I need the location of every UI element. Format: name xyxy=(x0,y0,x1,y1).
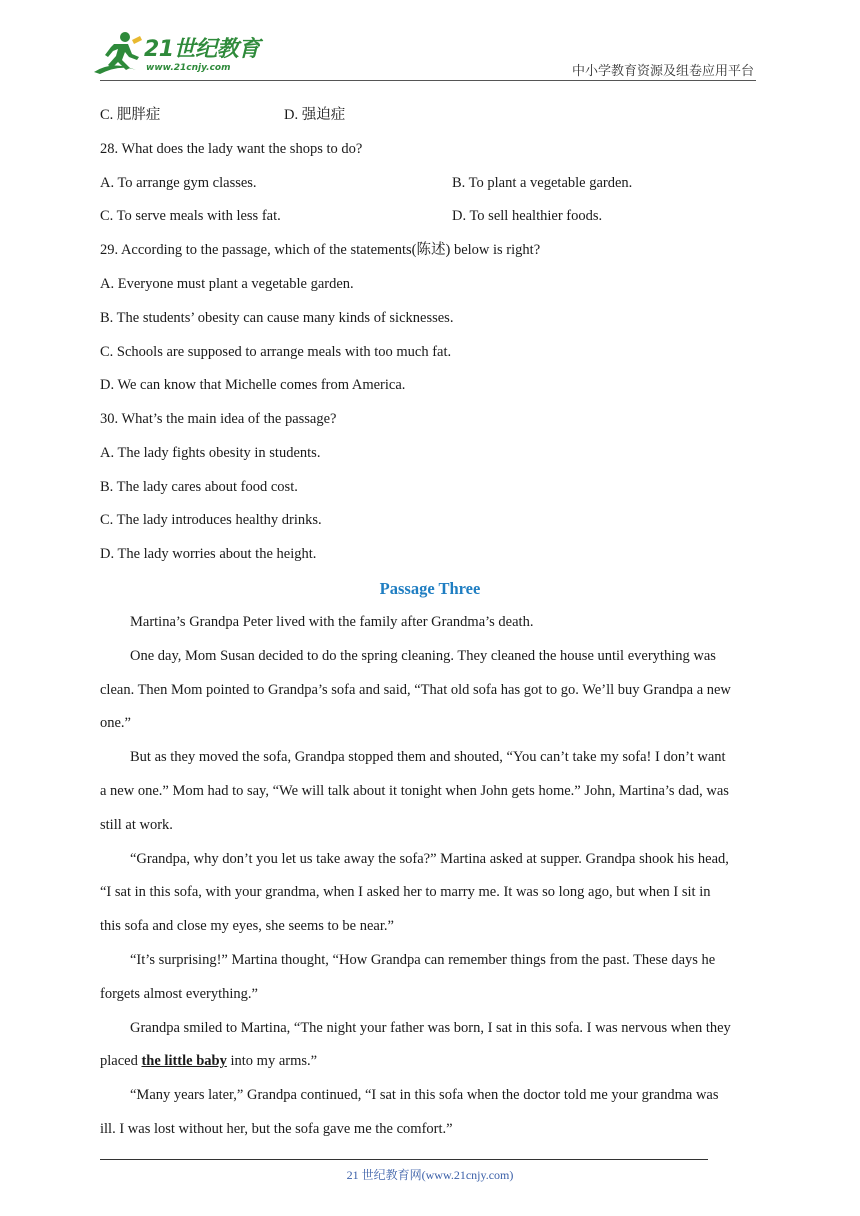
passage-line: forgets almost everything.” xyxy=(100,986,258,1002)
passage-line: “Grandpa, why don’t you let us take away the sofa?” Martina asked at supper. Grandpa shook his head, xyxy=(130,851,729,867)
q29-option-c: C. Schools are supposed to arrange meals with too much fat. xyxy=(100,344,452,360)
passage-line: But as they moved the sofa, Grandpa stopped them and shouted, “You can’t take my sofa! I don’t want xyxy=(130,749,726,765)
question-30: 30. What’s the main idea of the passage? xyxy=(100,411,337,427)
q30-option-c: C. The lady introduces healthy drinks. xyxy=(100,512,322,528)
platform-name: 中小学教育资源及组卷应用平台 xyxy=(571,63,754,78)
runner-logo-icon xyxy=(92,30,148,76)
site-logo xyxy=(92,30,262,80)
question-28: 28. What does the lady want the shops to do? xyxy=(100,141,363,157)
placed-suffix: into my arms.” xyxy=(226,1053,318,1069)
q30-option-b: B. The lady cares about food cost. xyxy=(100,479,298,495)
underlined-phrase: the little baby xyxy=(141,1053,227,1069)
logo-text: 21世纪教育 xyxy=(144,37,260,62)
passage-line: One day, Mom Susan decided to do the spring cleaning. They cleaned the house until everything was xyxy=(130,648,716,664)
passage-line: still at work. xyxy=(100,817,173,833)
passage-line: “I sat in this sofa, with your grandma, when I asked her to marry me. It was so long ago, but when I sit in xyxy=(100,884,711,900)
passage-line-placed xyxy=(100,1052,317,1070)
q30-option-d: D. The lady worries about the height. xyxy=(100,546,317,562)
q30-option-a: A. The lady fights obesity in students. xyxy=(100,445,321,461)
passage-line: Grandpa smiled to Martina, “The night your father was born, I sat in this sofa. I was nervous when they xyxy=(130,1020,731,1036)
passage-line: one.” xyxy=(100,715,131,731)
passage-line: clean. Then Mom pointed to Grandpa’s sofa and said, “That old sofa has got to go. We’ll buy Grandpa a new xyxy=(100,682,731,698)
question-29: 29. According to the passage, which of the statements(陈述) below is right? xyxy=(100,242,541,258)
q28-option-b: B. To plant a vegetable garden. xyxy=(452,175,633,191)
q28-option-d: D. To sell healthier foods. xyxy=(452,208,603,224)
q28-option-a: A. To arrange gym classes. xyxy=(100,175,257,191)
option-c-q27: C. 肥胖症 xyxy=(100,107,161,123)
passage-line: ill. I was lost without her, but the sofa gave me the comfort.” xyxy=(100,1121,453,1137)
passage-line: Martina’s Grandpa Peter lived with the family after Grandma’s death. xyxy=(130,614,534,630)
passage-line: “Many years later,” Grandpa continued, “I sat in this sofa when the doctor told me your grandma was xyxy=(130,1087,719,1103)
logo-url: www.21cnjy.com xyxy=(146,63,231,73)
q29-option-b: B. The students’ obesity can cause many kinds of sicknesses. xyxy=(100,310,454,326)
option-d-q27: D. 强迫症 xyxy=(284,107,346,123)
q29-option-a: A. Everyone must plant a vegetable garden. xyxy=(100,276,354,292)
q28-option-c: C. To serve meals with less fat. xyxy=(100,208,281,224)
q29-option-d: D. We can know that Michelle comes from America. xyxy=(100,377,406,393)
footer-divider xyxy=(100,1159,708,1160)
passage-line: “It’s surprising!” Martina thought, “How Grandpa can remember things from the past. These days he xyxy=(130,952,716,968)
page-header xyxy=(0,0,860,90)
passage-line: a new one.” Mom had to say, “We will talk about it tonight when John gets home.” John, Martina’s dad, was xyxy=(100,783,729,799)
placed-prefix: placed xyxy=(100,1053,142,1069)
header-divider xyxy=(100,80,756,81)
footer-text: 21 世纪教育网(www.21cnjy.com) xyxy=(346,1168,514,1182)
passage-title: Passage Three xyxy=(379,579,481,598)
passage-line: this sofa and close my eyes, she seems to be near.” xyxy=(100,918,394,934)
